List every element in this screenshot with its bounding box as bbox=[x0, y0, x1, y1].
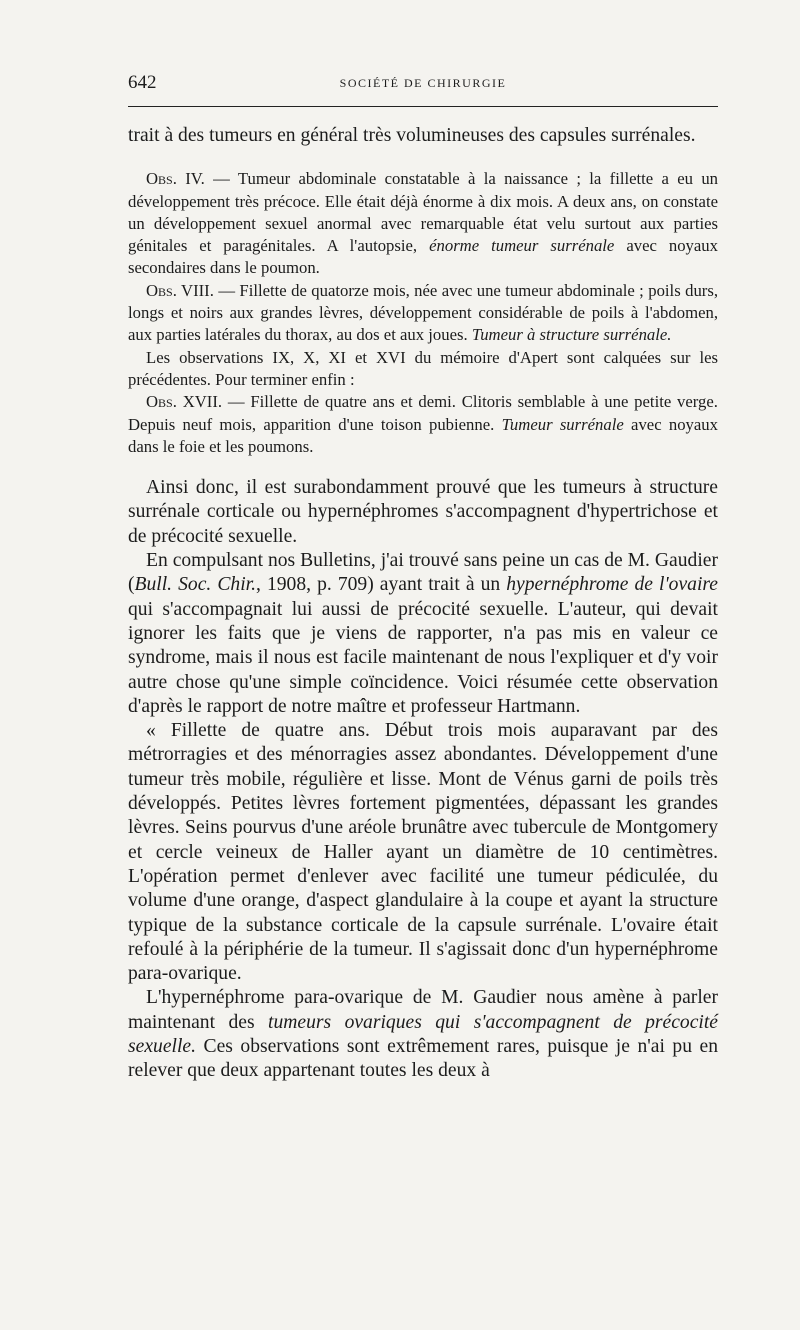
paragraph-4 bbox=[128, 986, 718, 1083]
observation-17 bbox=[128, 391, 718, 458]
para-text: Ces observations sont extrêmement rares, puisque je n'ai pu en relever que deux appartenant toutes les deux à bbox=[128, 1035, 718, 1082]
para-text: , 1908, p. 709) ayant trait à un bbox=[256, 574, 507, 596]
page-header bbox=[128, 72, 718, 98]
intro-paragraph: trait à des tumeurs en général très volumineuses des capsules surrénales. bbox=[128, 125, 696, 146]
obs-italic: Tumeur à structure surrénale. bbox=[471, 325, 672, 345]
para-text: qui s'accompagnait lui aussi de précocité sexuelle. L'auteur, qui devait ignorer les faits que je viens de rapporter, n'a pas mis en valeur ce syndrome, mais il nous est facile maintenant de nous l'expliquer et d'y voir autre chose qu'une simple coïncidence. Voici résumée cette observation d'après le rapport de notre maître et professeur Hartmann. bbox=[128, 598, 718, 717]
para-italic: tumeurs ovariques qui s'accompagnent de précocité sexuelle. bbox=[128, 1011, 719, 1057]
obs-italic: Tumeur surrénale bbox=[501, 414, 624, 434]
obs-text: avec noyaux secondaires dans le poumon. bbox=[128, 236, 718, 278]
obs-label: Obs. IV. bbox=[146, 169, 205, 189]
obs-label: Obs. VIII. bbox=[146, 280, 214, 300]
obs-text: — Fillette de quatre ans et demi. Clitoris semblable à une petite verge. Depuis neuf mois, apparition d'une toison pubienne. bbox=[128, 392, 718, 434]
paragraph-3: « Fillette de quatre ans. Début trois mois auparavant par des métrorragies et des ménorragies assez abondantes. Développement d'une tumeur très mobile, régulière et lisse. Mont de Vénus garni de poils très développés. Petites lèvres fortement pigmentées, dépassant les grandes lèvres. Seins pourvus d'une aréole brunâtre avec tubercule de Montgomery et cercle veineux de Haller ayant un diamètre de 10 centimètres. L'opération permet d'enlever avec facilité une tumeur pédiculée, du volume d'une orange, d'aspect glandulaire à la coupe et ayant la structure typique de la substance corticale de la capsule surrénale. L'ovaire était refoulé à la périphérie de la tumeur. Il s'agissait donc d'un hypernéphrome para-ovarique. bbox=[128, 720, 718, 985]
observation-8 bbox=[128, 280, 718, 347]
para-italic: hypernéphrome de l'ovaire bbox=[506, 574, 718, 596]
obs-text: avec noyaux dans le foie et les poumons. bbox=[128, 414, 718, 456]
obs-italic: énorme tumeur surrénale bbox=[429, 236, 615, 256]
obs-text: — Fillette de quatorze mois, née avec une tumeur abdominale ; poils durs, longs et noirs aux grandes lèvres, développement considérable de poils à l'abdomen, aux parties latérales du thorax, au dos et aux joues. bbox=[128, 280, 719, 345]
page-body bbox=[128, 124, 718, 1084]
page-number: 642 bbox=[128, 72, 157, 93]
citation: Bull. Soc. Chir. bbox=[134, 574, 257, 596]
paragraph-1: Ainsi donc, il est surabondamment prouvé que les tumeurs à structure surrénale corticale ou hypernéphromes s'accompagnent d'hypertrichose et de précocité sexuelle. bbox=[128, 477, 718, 547]
para-text: L'hypernéphrome para-ovarique de M. Gaudier nous amène à parler maintenant des bbox=[128, 987, 718, 1033]
header-rule bbox=[128, 106, 718, 107]
obs-text: — Tumeur abdominale constatable à la naissance ; la fillette a eu un développement très précoce. Elle était déjà énorme à dix mois. A deux ans, on constate un développement sexuel anormal avec remarquable état velu surtout aux parties génitales et paragénitales. A l'autopsie, bbox=[128, 169, 719, 256]
observation-4 bbox=[128, 168, 718, 279]
obs-label: Obs. XVII. bbox=[146, 392, 223, 412]
paragraph-2 bbox=[128, 549, 718, 719]
running-title: SOCIÉTÉ DE CHIRURGIE bbox=[339, 76, 507, 90]
observations-note: Les observations IX, X, XI et XVI du mémoire d'Apert sont calquées sur les précédentes. Pour terminer enfin : bbox=[128, 347, 718, 389]
para-text: En compulsant nos Bulletins, j'ai trouvé sans peine un cas de M. Gaudier ( bbox=[128, 550, 718, 596]
